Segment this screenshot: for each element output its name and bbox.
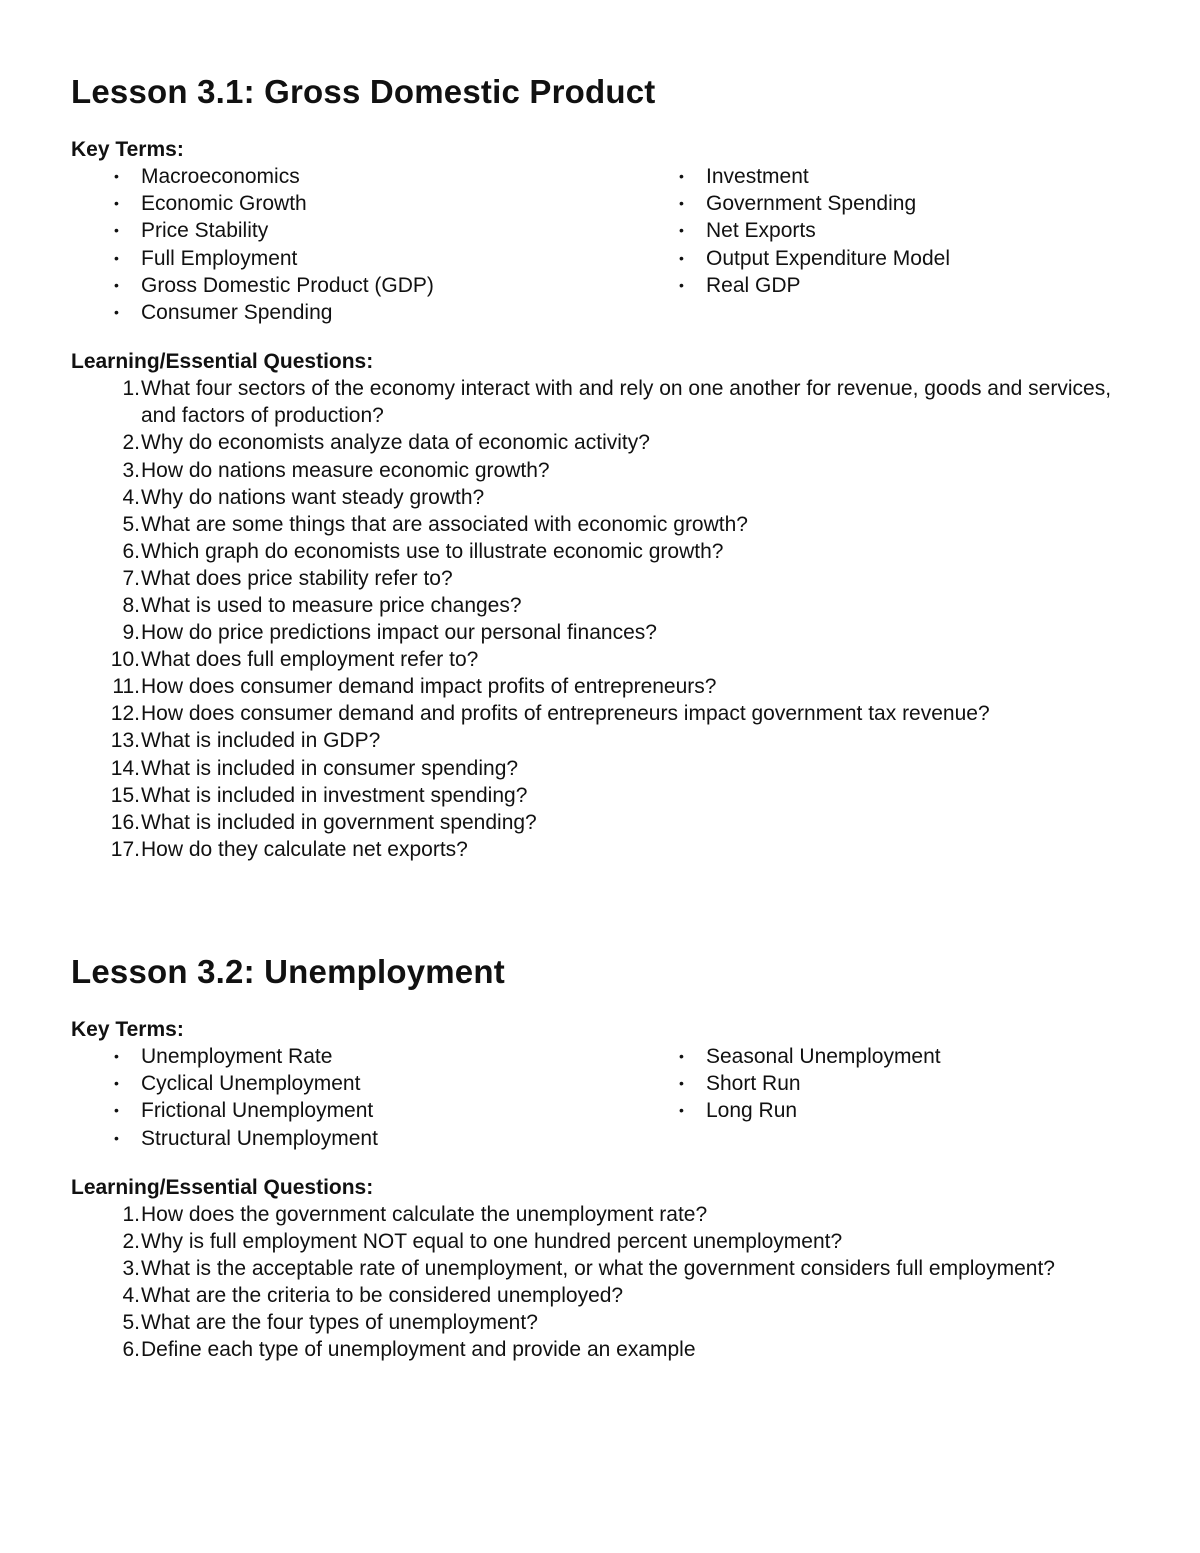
question-text: Define each type of unemployment and provide an example: [141, 1338, 696, 1362]
question-text: What are the criteria to be considered unemployed?: [141, 1284, 624, 1308]
key-term: [71, 245, 636, 272]
bullet-icon: •: [114, 1075, 119, 1092]
question-item: [71, 727, 1151, 754]
question-text: What four sectors of the economy interact with and rely on one another for revenue, goods and services, and factors of production?: [141, 377, 1112, 428]
key-term-label: Short Run: [706, 1072, 801, 1096]
key-term-label: Price Stability: [141, 219, 269, 243]
key-term: [71, 217, 636, 244]
key-term-label: Investment: [706, 165, 809, 188]
key-term: [71, 272, 636, 299]
bullet-icon: •: [679, 249, 684, 266]
questions-heading: Learning/Essential Questions:: [71, 1175, 374, 1199]
key-term: [71, 1070, 636, 1097]
question-text: What are some things that are associated with economic growth?: [141, 512, 748, 536]
key-term: [71, 1043, 636, 1070]
question-item: [71, 782, 1151, 809]
question-number: 2.: [122, 431, 140, 455]
bullet-icon: •: [114, 1129, 119, 1146]
key-term: [636, 272, 1116, 299]
lesson-title: Lesson 3.1: Gross Domestic Product: [71, 73, 656, 110]
question-text: What is included in GDP?: [141, 729, 381, 753]
key-term-label: Frictional Unemployment: [141, 1099, 374, 1123]
question-text: What does full employment refer to?: [141, 648, 479, 672]
question-item: [71, 592, 1151, 619]
questions-list: [71, 1201, 1151, 1364]
question-number: 5.: [122, 512, 140, 536]
question-number: 8.: [122, 593, 140, 617]
key-term-label: Structural Unemployment: [141, 1126, 378, 1150]
question-item: [71, 1228, 1151, 1255]
question-number: 1.: [122, 1202, 140, 1226]
key-terms-right-column: [636, 163, 1116, 326]
key-term: [636, 245, 1116, 272]
key-term-label: Seasonal Unemployment: [706, 1045, 941, 1068]
key-terms-heading: Key Terms:: [71, 138, 184, 161]
question-number: 1.: [122, 377, 140, 401]
question-text: How does consumer demand and profits of entrepreneurs impact government tax revenue?: [141, 702, 990, 726]
questions-list: [71, 375, 1151, 863]
key-term: [636, 1070, 1116, 1097]
key-term: [71, 163, 636, 190]
question-text: What is the acceptable rate of unemployment, or what the government considers full employment?: [141, 1257, 1055, 1280]
key-term-label: Gross Domestic Product (GDP): [141, 273, 434, 297]
key-terms-left-column: [71, 163, 636, 326]
key-term-label: Full Employment: [141, 246, 298, 270]
bullet-icon: •: [114, 249, 119, 266]
question-number: 17.: [110, 837, 140, 861]
lesson-section: [71, 950, 1151, 1363]
key-terms-list: [71, 163, 1151, 326]
question-number: 6.: [122, 539, 140, 563]
question-item: [71, 1201, 1151, 1228]
bullet-icon: •: [679, 1075, 684, 1092]
key-term-label: Real GDP: [706, 273, 801, 297]
question-item: [71, 538, 1151, 565]
question-text: How does the government calculate the unemployment rate?: [141, 1202, 708, 1226]
question-number: 5.: [122, 1311, 140, 1335]
question-item: [71, 836, 1151, 863]
question-item: [71, 673, 1151, 700]
question-number: 14.: [110, 756, 140, 780]
question-number: 15.: [110, 783, 140, 807]
key-term: [71, 1097, 636, 1124]
key-term-label: Government Spending: [706, 192, 917, 216]
key-terms-left-column: [71, 1043, 636, 1152]
bullet-icon: •: [114, 276, 119, 293]
question-text: Why do economists analyze data of economic activity?: [141, 431, 650, 455]
question-text: What is included in investment spending?: [141, 783, 528, 807]
questions-heading: Learning/Essential Questions:: [71, 350, 374, 374]
key-term-label: Economic Growth: [141, 192, 307, 216]
question-item: [71, 375, 1151, 429]
bullet-icon: •: [114, 195, 119, 212]
question-item: [71, 457, 1151, 484]
key-term: [71, 190, 636, 217]
bullet-icon: •: [679, 195, 684, 212]
question-item: [71, 565, 1151, 592]
key-term: [71, 299, 636, 326]
question-number: 4.: [122, 485, 140, 509]
key-term-label: Net Exports: [706, 219, 816, 243]
bullet-icon: •: [114, 1048, 119, 1064]
question-number: 9.: [122, 621, 140, 645]
bullet-icon: •: [679, 276, 684, 293]
question-text: What are the four types of unemployment?: [141, 1311, 538, 1335]
question-text: What is used to measure price changes?: [141, 593, 522, 617]
question-text: How do price predictions impact our personal finances?: [141, 621, 657, 645]
bullet-icon: •: [679, 1048, 684, 1064]
key-term-label: Cyclical Unemployment: [141, 1072, 361, 1096]
question-number: 3.: [122, 458, 140, 482]
key-term-label: Consumer Spending: [141, 301, 333, 325]
bullet-icon: •: [114, 304, 119, 321]
bullet-icon: •: [114, 1102, 119, 1119]
key-term: [636, 217, 1116, 244]
question-text: Why do nations want steady growth?: [141, 485, 485, 509]
question-text: What is included in consumer spending?: [141, 756, 519, 780]
question-text: Why is full employment NOT equal to one hundred percent unemployment?: [141, 1229, 843, 1253]
bullet-icon: •: [679, 1102, 684, 1119]
question-text: What does price stability refer to?: [141, 566, 453, 590]
question-number: 13.: [110, 729, 140, 753]
lesson-section: [71, 70, 1151, 863]
question-item: [71, 1255, 1151, 1282]
lesson-title: Lesson 3.2: Unemployment: [71, 953, 505, 990]
question-item: [71, 700, 1151, 727]
key-term-label: Unemployment Rate: [141, 1045, 333, 1068]
key-term: [636, 1097, 1116, 1124]
bullet-icon: •: [679, 222, 684, 239]
question-text: How do nations measure economic growth?: [141, 458, 550, 482]
key-terms-list: [71, 1043, 1151, 1152]
question-item: [71, 1282, 1151, 1309]
question-number: 7.: [122, 566, 140, 590]
question-number: 2.: [122, 1229, 140, 1253]
key-term: [636, 163, 1116, 190]
question-number: 6.: [122, 1338, 140, 1362]
key-terms-right-column: [636, 1043, 1116, 1152]
bullet-icon: •: [114, 222, 119, 239]
key-term-label: Long Run: [706, 1099, 798, 1123]
key-term: [636, 1043, 1116, 1070]
question-item: [71, 755, 1151, 782]
question-text: What is included in government spending?: [141, 810, 537, 834]
key-term: [71, 1125, 636, 1152]
question-number: 4.: [122, 1284, 140, 1308]
question-text: How does consumer demand impact profits of entrepreneurs?: [141, 675, 717, 699]
question-number: 16.: [110, 810, 140, 834]
question-text: How do they calculate net exports?: [141, 837, 468, 861]
bullet-icon: •: [114, 168, 119, 184]
key-terms-heading: Key Terms:: [71, 1018, 184, 1041]
key-term: [636, 190, 1116, 217]
question-item: [71, 511, 1151, 538]
question-item: [71, 1336, 1151, 1363]
question-number: 11.: [112, 675, 140, 699]
question-item: [71, 646, 1151, 673]
question-item: [71, 429, 1151, 456]
key-term-label: Output Expenditure Model: [706, 246, 950, 270]
question-number: 3.: [122, 1257, 140, 1280]
key-term-label: Macroeconomics: [141, 165, 300, 188]
question-item: [71, 809, 1151, 836]
question-number: 10.: [110, 648, 140, 672]
question-item: [71, 484, 1151, 511]
bullet-icon: •: [679, 168, 684, 184]
question-number: 12.: [110, 702, 140, 726]
question-text: Which graph do economists use to illustrate economic growth?: [141, 539, 724, 563]
question-item: [71, 619, 1151, 646]
question-item: [71, 1309, 1151, 1336]
